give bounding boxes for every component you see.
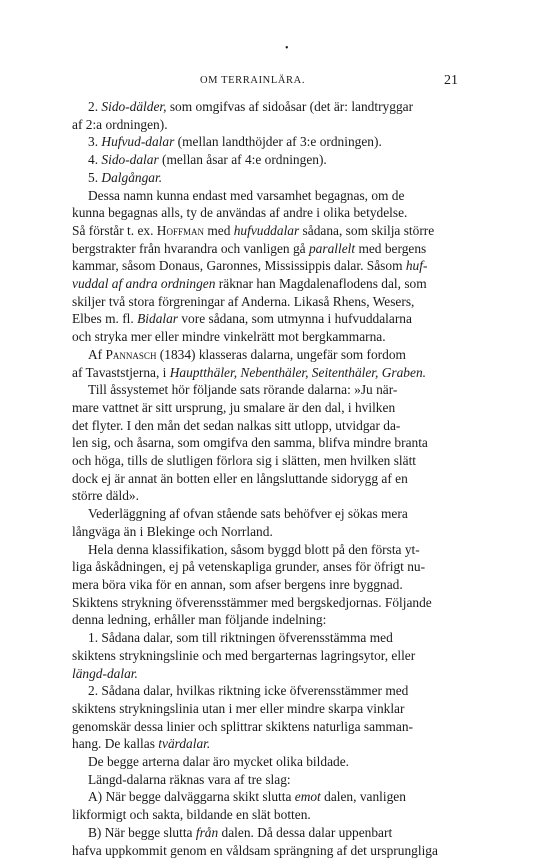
page-mark: •	[285, 43, 289, 54]
term: från	[195, 824, 219, 840]
text-line: af Tavaststjerna, i Hauptthäler, Nebenthäler, Seitenthäler, Graben.	[72, 364, 426, 380]
term: tvärdalar.	[158, 736, 211, 752]
list-item: 1. Sådana dalar, som till riktningen öfverensstämma med	[88, 630, 393, 646]
text-line: denna ledning, erhåller man följande indelning:	[72, 612, 327, 628]
text-line: Längd-dalarna räknas vara af tre slag:	[88, 771, 291, 787]
text-line: större däld».	[72, 488, 139, 504]
text-line: Af Pannasch (1834) klasseras dalarna, ungefär som fordom	[88, 346, 406, 362]
text-line: och stryka mer eller mindre vinkelrätt mot bergkammarna.	[72, 329, 386, 345]
text-line: skiktens strykningslinia utan i mer eller mindre skarpa vinklar	[72, 700, 405, 716]
text-line: De begge arterna dalar äro mycket olika bildade.	[88, 754, 349, 770]
text-line: B) När begge slutta från dalen. Då dessa dalar uppenbart	[88, 824, 393, 840]
text-line: genomskär dessa linier och splittrar skiktens naturliga samman-	[72, 718, 414, 734]
page-header	[72, 73, 458, 89]
term: Sido-dälder,	[101, 99, 167, 114]
term: längd-dalar.	[72, 665, 138, 681]
text-line: Till åssystemet hör följande sats rörande dalarna: »Ju när-	[88, 382, 398, 398]
text-line: Dessa namn kunna endast med varsamhet begagnas, om de	[88, 187, 405, 203]
term: Sido-dalar	[101, 152, 159, 168]
list-item: 5. Dalgångar.	[88, 169, 163, 185]
term: parallelt	[308, 240, 356, 256]
text-line: kammar, såsom Donaus, Garonnes, Mississippis dalar. Såsom huf-	[72, 258, 428, 274]
term: hufvuddalar	[233, 222, 300, 238]
text-line: Skiktens strykning öfverensstämmer med bergskedjornas. Följande	[72, 594, 432, 610]
text-line: och höga, tills de slutligen förlora sig i slätten, men hvilken slätt	[72, 453, 417, 469]
text-line: hang. De kallas tvärdalar.	[72, 736, 211, 752]
text-line: Elbes m. fl. Bidalar vore sådana, som utmynna i hufvuddalarna	[72, 311, 412, 327]
text-line: långväga än i Blekinge och Norrland.	[72, 523, 273, 539]
text-line: skiktens strykningslinie och med bergarternas lagringsytor, eller	[72, 647, 416, 663]
text-line: kunna begagnas alls, ty de användas af andre i olika betydelse.	[72, 205, 408, 221]
author-name: Hoffman	[156, 222, 204, 238]
text-line: dock ej är annat än botten eller en långsluttande sidorygg af en	[72, 470, 408, 486]
text-line: Så förstår t. ex. Hoffman med hufvuddalar sådana, som skilja större	[72, 222, 435, 238]
term: Hauptthäler, Nebenthäler, Seitenthäler, Graben.	[169, 364, 426, 380]
text-line: det flyter. I den mån det sedan nalkas sitt utlopp, utvidgar da-	[72, 417, 401, 433]
text-line: skiljer två stora förgreningar af Anderna. Likaså Rhens, Wesers,	[72, 293, 415, 309]
text-line: likformigt och sakta, bildande en slät botten.	[72, 807, 311, 823]
text-line: hafva uppkommit genom en våldsam sprängning af det ursprungliga	[72, 842, 438, 858]
list-item: 3. Hufvud-dalar (mellan landthöjder af 3:e ordningen).	[88, 134, 382, 150]
list-item: 2. Sido-dälder, som omgifvas af sidoåsar (det är: landtryggar	[88, 99, 414, 114]
text-line: bergstrakter från hvarandra och vanligen gå parallelt med bergens	[72, 240, 427, 256]
text-line: len sig, och åsarna, som omgifva den samma, blifva mindre branta	[72, 435, 428, 451]
text-line	[72, 665, 458, 683]
text-line: liga åskådningen, ej på vetenskapliga grunder, anses för öfrigt nu-	[72, 559, 426, 575]
list-item: 4. Sido-dalar (mellan åsar af 4:e ordningen).	[88, 152, 327, 168]
text-line: A) När begge dalväggarna skikt slutta emot dalen, vanligen	[88, 789, 406, 805]
term: vuddal af andra ordningen	[72, 276, 216, 292]
text-line: mera böra vika för en annan, som afser bergens inre byggnad.	[72, 576, 403, 592]
list-item-continuation: af 2:a ordningen).	[72, 116, 168, 132]
term: Dalgångar.	[101, 169, 163, 185]
term: Hufvud-dalar	[101, 134, 175, 150]
term: Bidalar	[137, 311, 179, 327]
text-line: mare vattnet är sitt ursprung, ju smalare är den dal, i hvilken	[72, 399, 396, 415]
text-line: Hela denna klassifikation, såsom byggd blott på den första yt-	[88, 541, 420, 557]
page-number: 21	[444, 73, 458, 88]
author-name: Pannasch	[105, 346, 157, 362]
running-title: OM TERRAINLÄRA.	[200, 75, 306, 86]
term: emot	[294, 789, 321, 805]
text-line: Vederläggning af ofvan stående sats behöfver ej sökas mera	[88, 506, 408, 522]
list-item: 2. Sådana dalar, hvilkas riktning icke öfverensstämmer med	[88, 683, 409, 699]
body-text	[72, 98, 458, 859]
term: huf-	[405, 258, 428, 274]
text-line: vuddal af andra ordningen räknar han Magdalenaflodens dal, som	[72, 276, 427, 292]
